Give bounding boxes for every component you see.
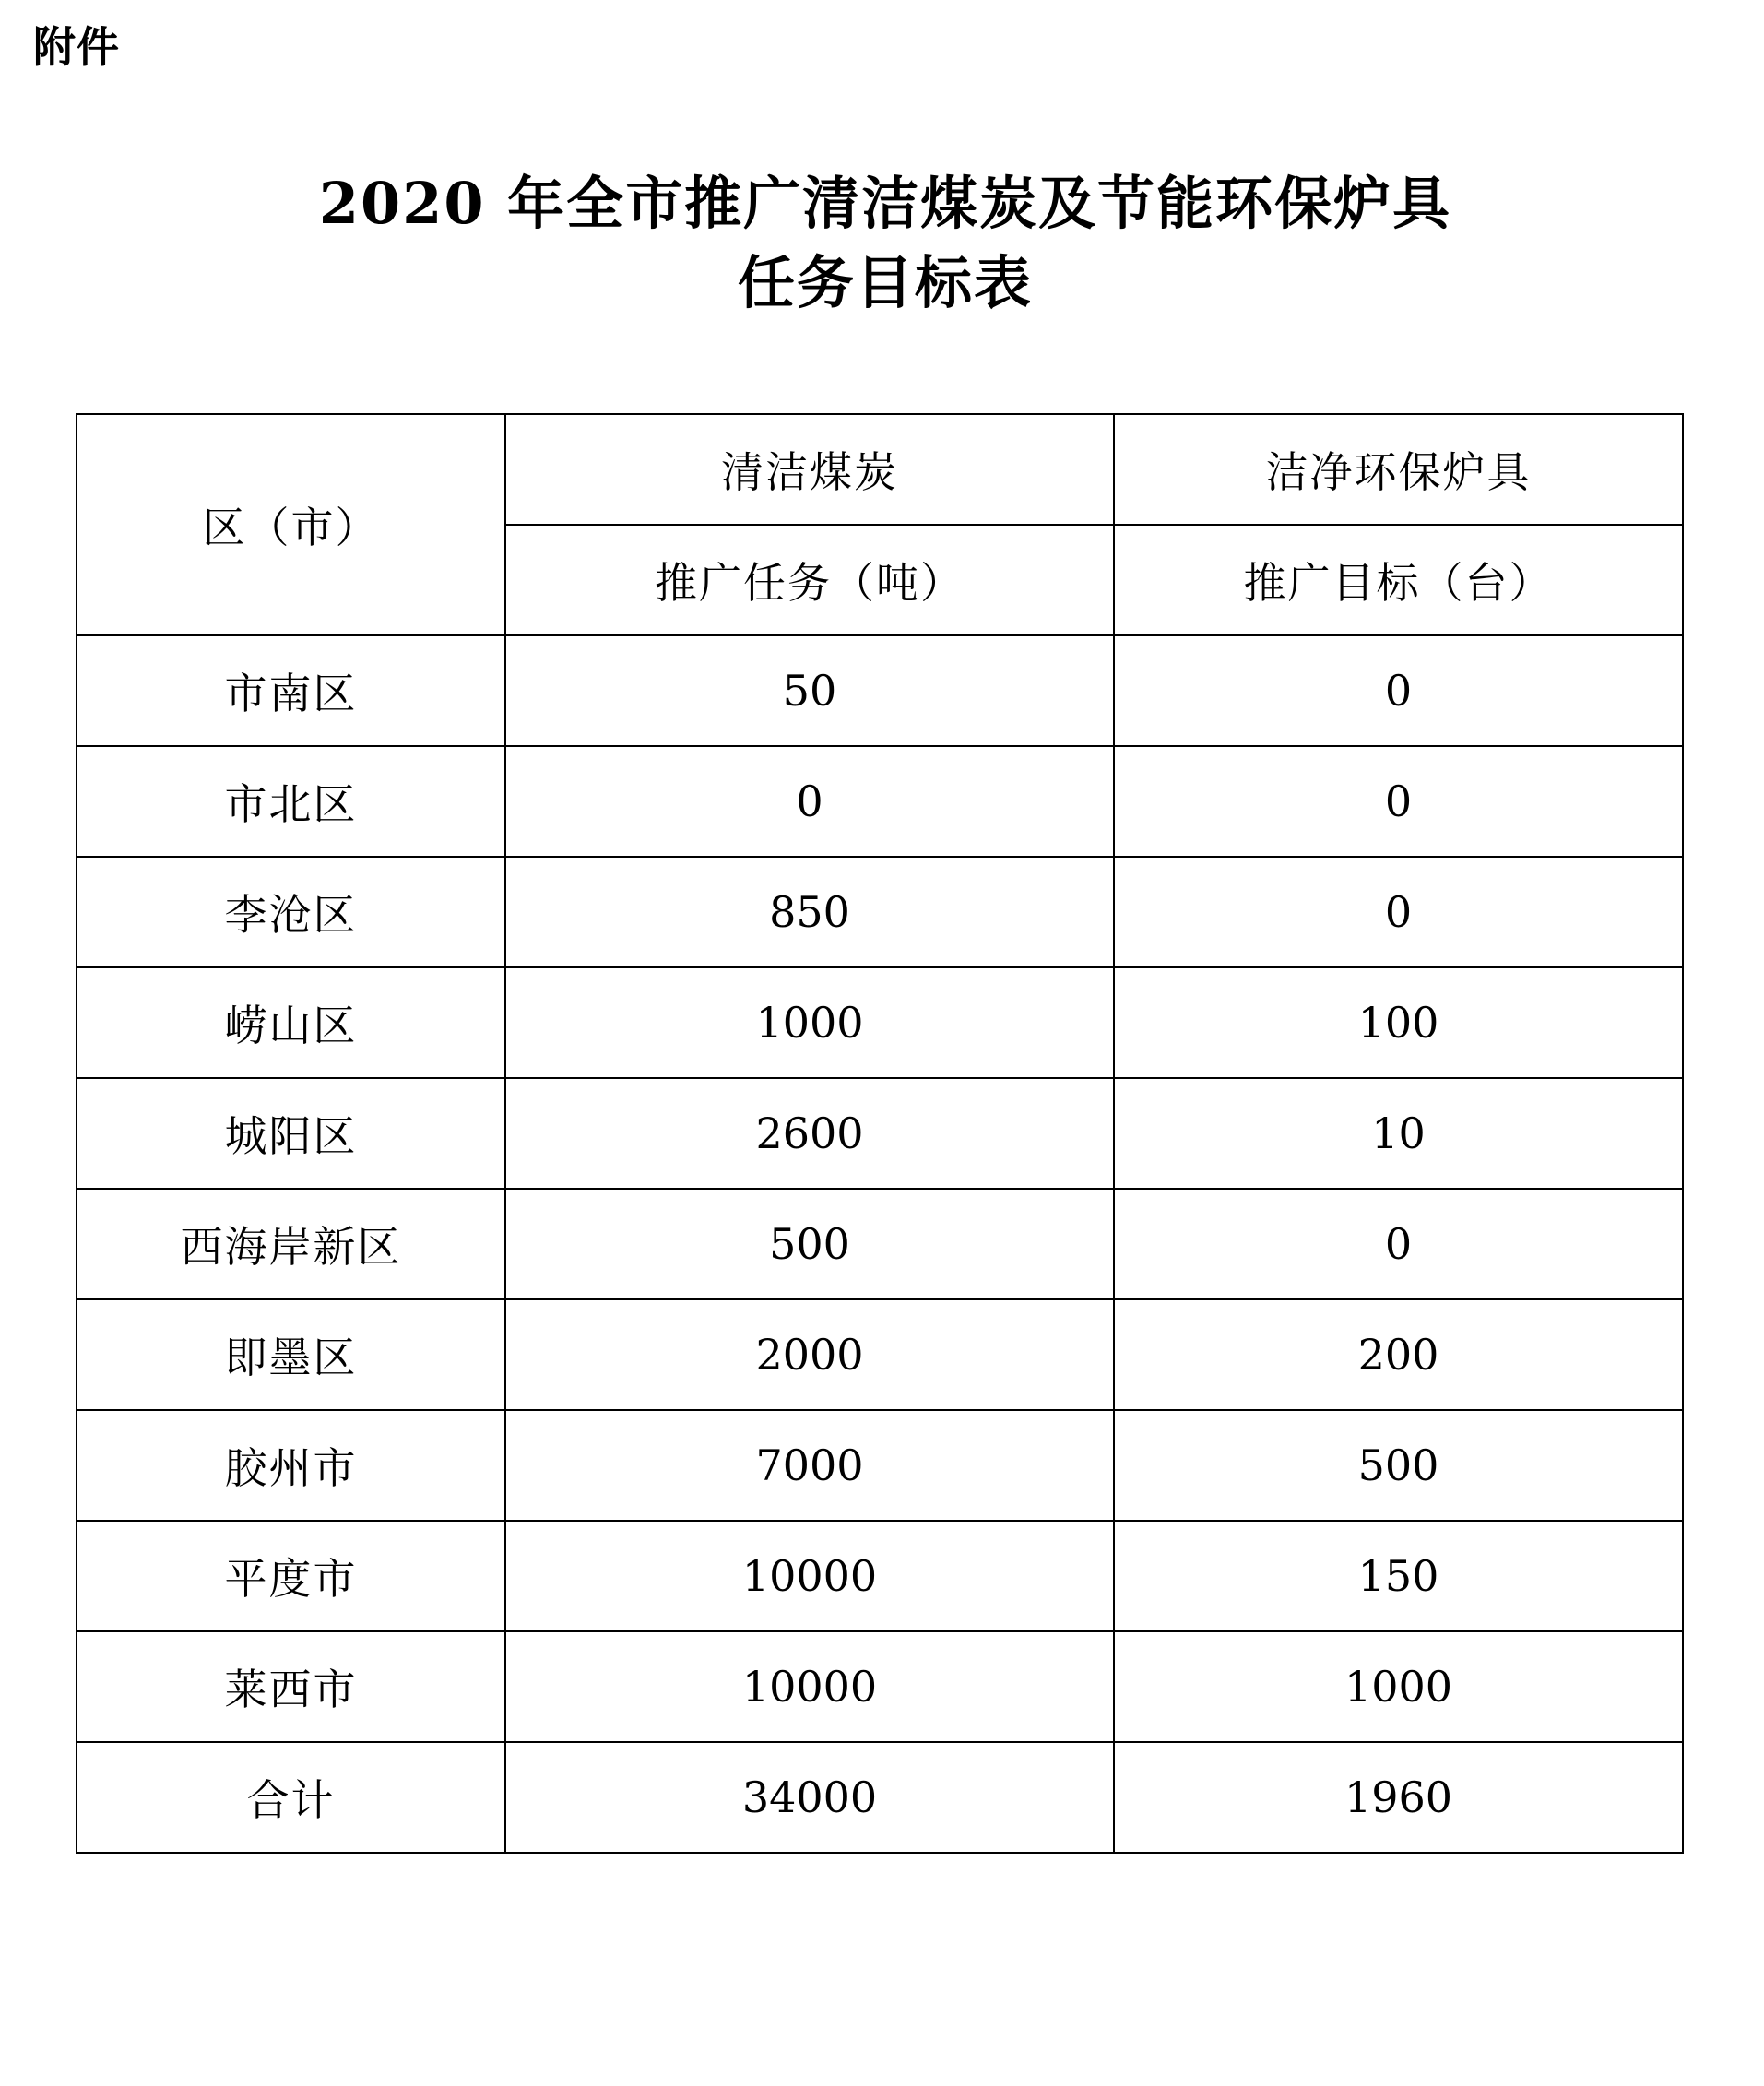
- cell-region: 胶州市: [77, 1410, 505, 1521]
- table-row: [77, 746, 1683, 857]
- cell-coal-tons: 500: [505, 1189, 1114, 1299]
- cell-coal-tons: 10000: [505, 1521, 1114, 1631]
- cell-coal-tons: 1000: [505, 967, 1114, 1078]
- header-coal-top: 清洁煤炭: [505, 414, 1114, 525]
- cell-stove-units: 1960: [1114, 1742, 1683, 1853]
- table-row: [77, 1410, 1683, 1521]
- cell-coal-tons: 7000: [505, 1410, 1114, 1521]
- cell-stove-units: 200: [1114, 1299, 1683, 1410]
- cell-stove-units: 0: [1114, 1189, 1683, 1299]
- cell-stove-units: 1000: [1114, 1631, 1683, 1742]
- cell-stove-units: 100: [1114, 967, 1683, 1078]
- header-stove-bottom: 推广目标（台）: [1114, 525, 1683, 635]
- cell-coal-tons: 0: [505, 746, 1114, 857]
- cell-region: 城阳区: [77, 1078, 505, 1189]
- cell-coal-tons: 2000: [505, 1299, 1114, 1410]
- cell-region: 市北区: [77, 746, 505, 857]
- cell-region: 市南区: [77, 635, 505, 746]
- cell-region: 即墨区: [77, 1299, 505, 1410]
- table-row: [77, 1299, 1683, 1410]
- header-coal-bottom: 推广任务（吨）: [505, 525, 1114, 635]
- cell-stove-units: 0: [1114, 857, 1683, 967]
- page-title-line-1: 2020 年全市推广清洁煤炭及节能环保炉具: [318, 170, 1452, 237]
- table-row: [77, 1631, 1683, 1742]
- page-title-line-2: 任务目标表: [737, 248, 1033, 316]
- header-stove-top: 洁净环保炉具: [1114, 414, 1683, 525]
- table-header-row-top: [77, 414, 1683, 525]
- table-row: [77, 635, 1683, 746]
- cell-region: 平度市: [77, 1521, 505, 1631]
- cell-stove-units: 500: [1114, 1410, 1683, 1521]
- cell-coal-tons: 10000: [505, 1631, 1114, 1742]
- cell-coal-tons: 2600: [505, 1078, 1114, 1189]
- table-row: [77, 967, 1683, 1078]
- cell-stove-units: 0: [1114, 635, 1683, 746]
- cell-stove-units: 10: [1114, 1078, 1683, 1189]
- cell-region: 李沧区: [77, 857, 505, 967]
- task-target-table: [76, 413, 1684, 1854]
- table-row: [77, 1189, 1683, 1299]
- cell-coal-tons: 850: [505, 857, 1114, 967]
- cell-stove-units: 0: [1114, 746, 1683, 857]
- table-row: [77, 1742, 1683, 1853]
- table-row: [77, 1521, 1683, 1631]
- cell-region: 西海岸新区: [77, 1189, 505, 1299]
- page-title: [101, 164, 1669, 322]
- cell-region: 合计: [77, 1742, 505, 1853]
- cell-region: 崂山区: [77, 967, 505, 1078]
- cell-stove-units: 150: [1114, 1521, 1683, 1631]
- header-region: 区（市）: [77, 414, 505, 635]
- cell-coal-tons: 34000: [505, 1742, 1114, 1853]
- cell-coal-tons: 50: [505, 635, 1114, 746]
- cell-region: 莱西市: [77, 1631, 505, 1742]
- table-row: [77, 1078, 1683, 1189]
- table-row: [77, 857, 1683, 967]
- attachment-label: 附件: [33, 22, 120, 72]
